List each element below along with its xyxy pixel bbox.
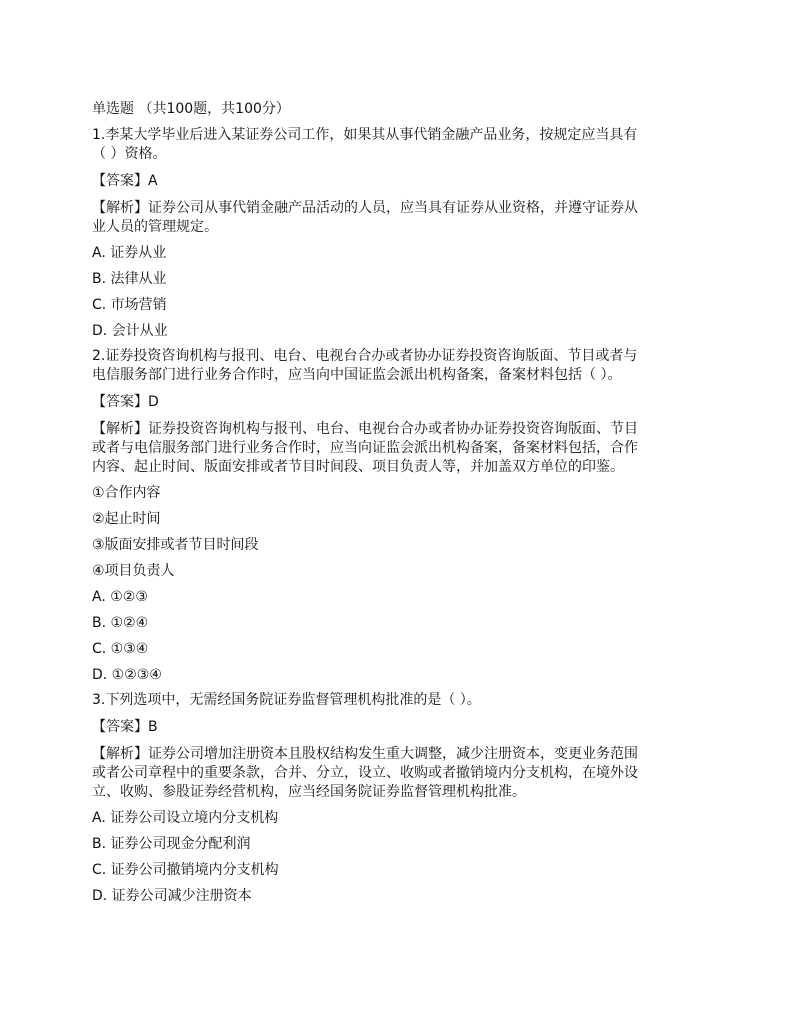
answer-option: A. 证券公司设立境内分支机构 xyxy=(92,810,279,826)
answer-value: B xyxy=(148,719,158,735)
answer-option: B. 证券公司现金分配利润 xyxy=(92,836,251,852)
answer-option: A. 证券从业 xyxy=(92,245,167,261)
numbered-item: ①合作内容 xyxy=(92,485,161,501)
answer-value: A xyxy=(148,173,158,189)
answer-option: D. 证券公司减少注册资本 xyxy=(92,888,252,904)
answer-option: D. ①②③④ xyxy=(92,667,162,683)
explanation-line xyxy=(92,199,706,218)
answer-line xyxy=(92,172,706,191)
question-stem-line: 3.下列选项中，无需经国务院证券监督管理机构批准的是（ ）。 xyxy=(92,692,481,708)
answer-value: D xyxy=(148,394,159,410)
numbered-item: ③版面安排或者节目时间段 xyxy=(92,537,259,553)
explanation-line xyxy=(92,745,706,764)
explanation-text: 或者与电信服务部门进行业务合作时，应当向证监会派出机构备案，备案材料包括，合作 xyxy=(92,440,638,456)
answer-line xyxy=(92,718,706,737)
answer-option: A. ①②③ xyxy=(92,589,148,605)
answer-option: B. 法律从业 xyxy=(92,271,167,287)
answer-label: 【答案】 xyxy=(92,719,148,735)
answer-option: C. 证券公司撤销境内分支机构 xyxy=(92,862,279,878)
explanation-line xyxy=(92,439,706,458)
explanation-text: 证券投资咨询机构与报刊、电台、电视台合办或者协办证券投资咨询版面、节目 xyxy=(148,421,638,437)
answer-line xyxy=(92,393,706,412)
answer-option: B. ①②④ xyxy=(92,615,149,631)
explanation-label: 【解析】 xyxy=(92,746,148,762)
question-block xyxy=(92,691,706,906)
answer-option: D. 会计从业 xyxy=(92,323,168,339)
question-list xyxy=(92,126,706,906)
explanation-line xyxy=(92,783,706,802)
numbered-item: ②起止时间 xyxy=(92,511,161,527)
question-stem-line: 电信服务部门进行业务合作时，应当向中国证监会派出机构备案，备案材料包括（ ）。 xyxy=(92,367,622,383)
explanation-line xyxy=(92,420,706,439)
explanation-text: 证券公司从事代销金融产品活动的人员，应当具有证券从业资格，并遵守证券从 xyxy=(148,200,638,216)
explanation-line xyxy=(92,764,706,783)
explanation-label: 【解析】 xyxy=(92,421,148,437)
question-stem-line: （ ）资格。 xyxy=(92,146,167,162)
explanation-text: 内容、起止时间、版面安排或者节目时间段、项目负责人等，并加盖双方单位的印鉴。 xyxy=(92,459,624,475)
explanation-text: 业人员的管理规定。 xyxy=(92,219,218,235)
answer-option: C. ①③④ xyxy=(92,641,149,657)
explanation-text: 或者公司章程中的重要条款，合并、分立，设立、收购或者撤销境内分支机构，在境外设 xyxy=(92,765,638,781)
answer-label: 【答案】 xyxy=(92,173,148,189)
question-stem-line: 1.李某大学毕业后进入某证券公司工作，如果其从事代销金融产品业务，按规定应当具有 xyxy=(92,127,638,143)
explanation-text: 立、收购、参股证券经营机构，应当经国务院证券监督管理机构批准。 xyxy=(92,784,526,800)
answer-option: C. 市场营销 xyxy=(92,297,167,313)
question-block xyxy=(92,126,706,341)
explanation-line xyxy=(92,218,706,237)
answer-label: 【答案】 xyxy=(92,394,148,410)
explanation-text: 证券公司增加注册资本且股权结构发生重大调整，减少注册资本，变更业务范围 xyxy=(148,746,638,762)
numbered-item: ④项目负责人 xyxy=(92,563,175,579)
section-title: 单选题 （共100题，共100分） xyxy=(92,101,290,117)
question-block xyxy=(92,347,706,685)
explanation-line xyxy=(92,458,706,477)
explanation-label: 【解析】 xyxy=(92,200,148,216)
document-page xyxy=(92,100,706,906)
question-stem-line: 2.证券投资咨询机构与报刊、电台、电视台合办或者协办证券投资咨询版面、节目或者与 xyxy=(92,348,638,364)
